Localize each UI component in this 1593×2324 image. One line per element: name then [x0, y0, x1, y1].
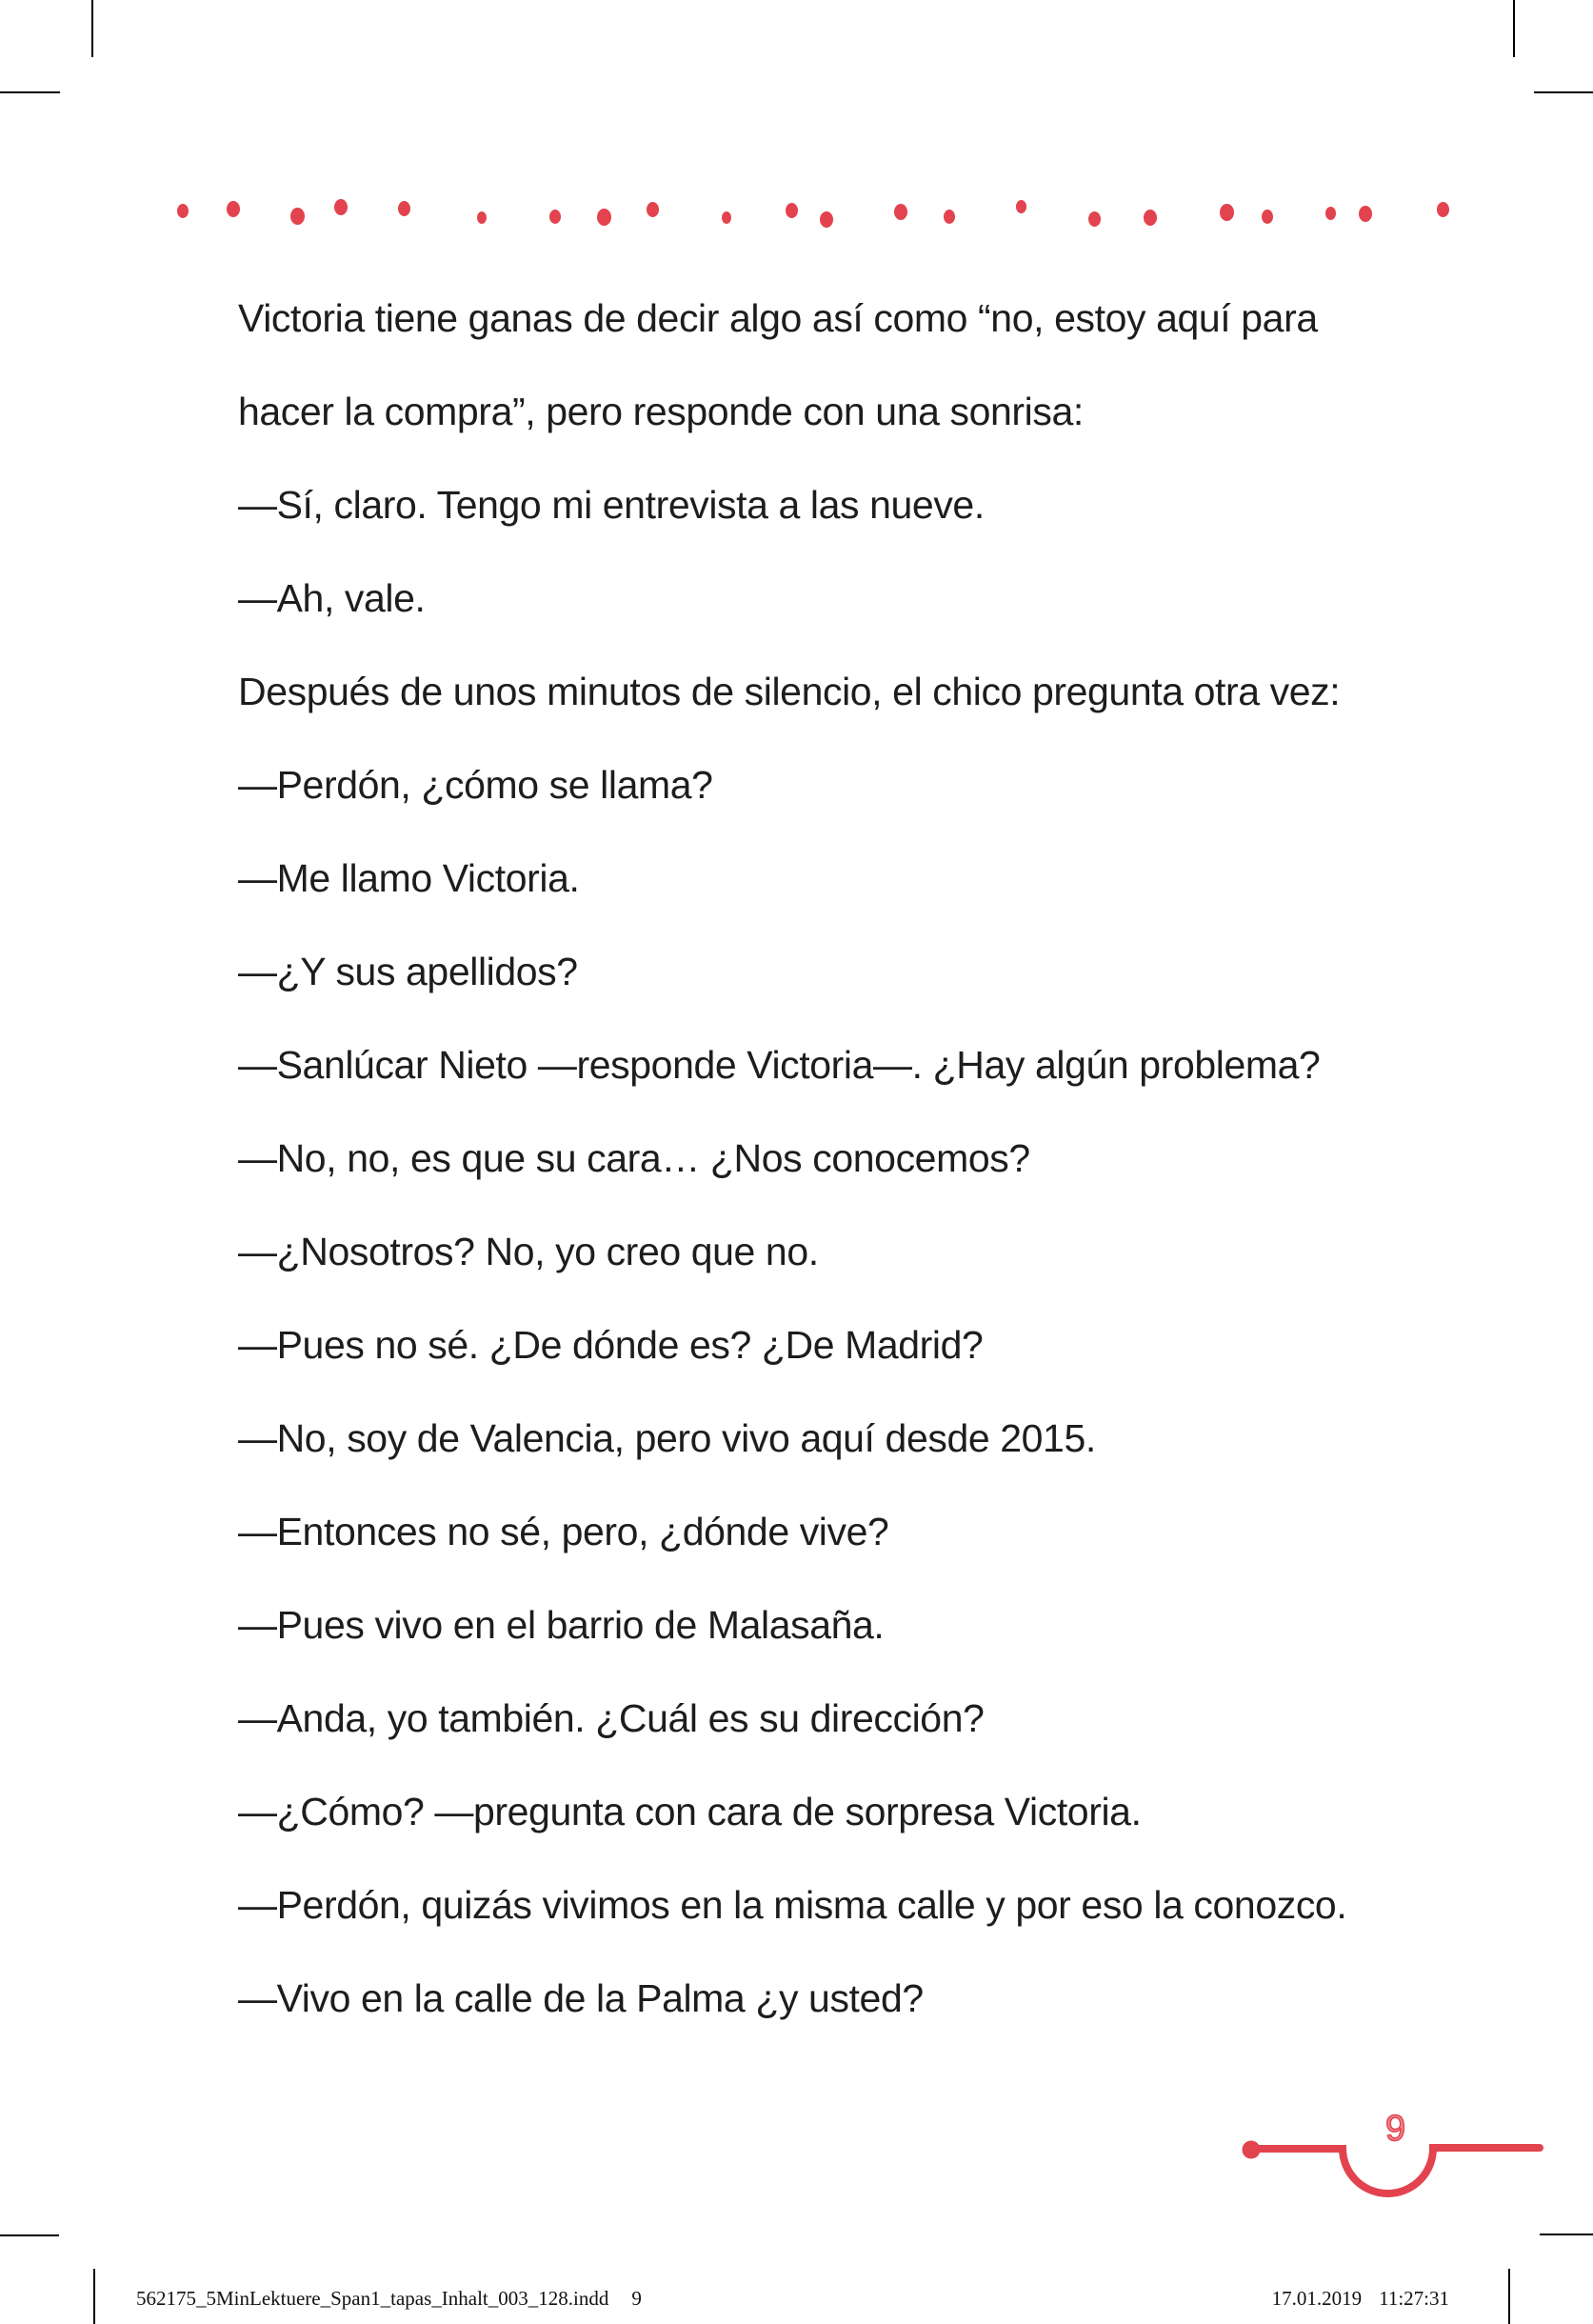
text-line: —Perdón, quizás vivimos en la misma calle y por eso la conozco. [238, 1883, 1347, 1927]
crop-mark-top-left-horizontal [0, 91, 60, 93]
footer-timestamp [1272, 2286, 1449, 2311]
red-dot [894, 204, 907, 220]
red-dot [1144, 210, 1157, 226]
red-dot [177, 204, 189, 218]
text-line: —Pues no sé. ¿De dónde es? ¿De Madrid? [238, 1323, 984, 1367]
text-line: —Vivo en la calle de la Palma ¿y usted? [238, 1976, 924, 2020]
crop-mark-top-right-horizontal [1534, 91, 1593, 93]
crop-mark-bottom-right-vertical [1508, 2269, 1510, 2324]
red-dot [1220, 204, 1234, 221]
red-dot [722, 211, 731, 224]
text-line: —Sí, claro. Tengo mi entrevista a las nueve. [238, 483, 985, 527]
crop-mark-bottom-right-horizontal [1540, 2234, 1593, 2235]
red-dot [227, 201, 240, 217]
footer-date: 17.01.2019 [1271, 2287, 1363, 2310]
text-line: —Anda, yo también. ¿Cuál es su dirección? [238, 1696, 985, 1740]
red-dot [647, 202, 659, 217]
red-dot [597, 209, 611, 226]
red-dot [1437, 202, 1449, 217]
red-dot [398, 201, 410, 216]
crop-mark-top-left-vertical [91, 0, 93, 57]
text-line: —Pues vivo en el barrio de Malasaña. [238, 1603, 885, 1647]
story-text [238, 271, 1533, 2045]
red-dot [1262, 210, 1273, 224]
page-number-block [1233, 2109, 1557, 2194]
decoration-line [1251, 2148, 1540, 2194]
crop-mark-top-right-vertical [1513, 0, 1515, 57]
text-line: —Entonces no sé, pero, ¿dónde vive? [238, 1510, 889, 1553]
red-dot [1088, 211, 1101, 227]
red-dot [549, 210, 561, 224]
red-dot [477, 211, 487, 224]
text-line: —Ah, vale. [238, 576, 426, 620]
red-dot [820, 211, 833, 228]
text-line: hacer la compra”, pero responde con una sonrisa: [238, 390, 1084, 433]
text-line: —No, soy de Valencia, pero vivo aquí desde 2015. [238, 1416, 1096, 1460]
text-line: —No, no, es que su cara… ¿Nos conocemos? [238, 1136, 1030, 1180]
red-dot [786, 203, 798, 218]
footer-filename [136, 2286, 642, 2311]
footer-filename-page: 9 [631, 2287, 642, 2310]
text-line: —Perdón, ¿cómo se llama? [238, 763, 713, 807]
page-number: 9 [1385, 2109, 1406, 2149]
footer-filename-text: 562175_5MinLektuere_Span1_tapas_Inhalt_003_128.indd [136, 2287, 609, 2310]
text-line: —¿Nosotros? No, yo creo que no. [238, 1230, 819, 1273]
text-line: —Me llamo Victoria. [238, 856, 580, 900]
text-line: —¿Cómo? —pregunta con cara de sorpresa Victoria. [238, 1790, 1142, 1833]
red-dot [334, 199, 348, 215]
red-dot [1359, 206, 1372, 222]
red-dot [1016, 200, 1026, 213]
crop-mark-bottom-left-horizontal [0, 2234, 59, 2236]
text-line: —¿Y sus apellidos? [238, 950, 578, 993]
crop-mark-bottom-left-vertical [93, 2269, 95, 2324]
red-dot [1325, 207, 1336, 220]
text-line: Después de unos minutos de silencio, el chico pregunta otra vez: [238, 670, 1341, 713]
footer-time: 11:27:31 [1379, 2287, 1449, 2310]
red-dot [290, 208, 305, 225]
text-line: Victoria tiene ganas de decir algo así como “no, estoy aquí para [238, 296, 1318, 340]
text-line: —Sanlúcar Nieto —responde Victoria—. ¿Hay algún problema? [238, 1043, 1321, 1087]
red-dot [944, 210, 955, 224]
